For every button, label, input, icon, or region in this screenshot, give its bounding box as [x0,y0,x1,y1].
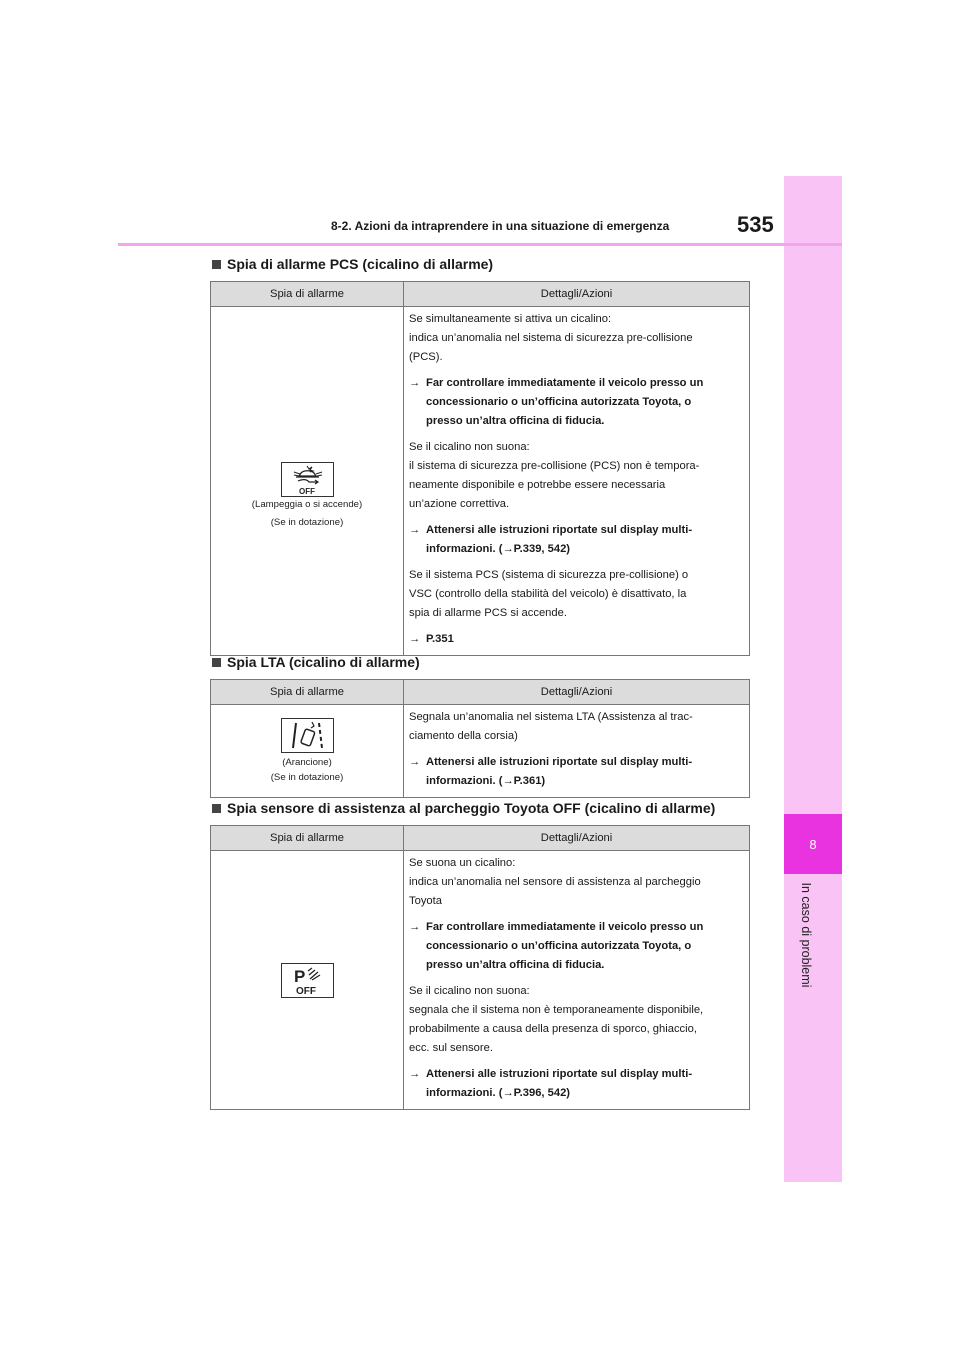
detail-line: Segnala un’anomalia nel sistema LTA (Assistenza al trac- [409,711,693,723]
lamp-caption: (Lampeggia o si accende) [251,499,363,510]
table-row [211,851,750,1110]
icon-off-text: OFF [295,985,316,997]
arrow-icon: → [409,1068,421,1080]
page-reference-link[interactable]: informazioni. (→P.361) [426,775,546,787]
arrow-icon: → [409,921,421,933]
parking-sensor-off-icon [281,963,334,998]
square-bullet-icon [212,658,221,667]
table-row [211,705,750,798]
lamp-caption: (Arancione) [282,756,332,768]
chapter-side-strip [784,176,842,1182]
section-heading-parking-sensor [212,800,715,816]
lta-icon [281,718,334,753]
action-line: presso un’altra officina di fiducia. [426,959,605,971]
action-line: Far controllare immediatamente il veicolo presso un [426,377,704,389]
action-line: presso un’altra officina di fiducia. [426,415,605,427]
detail-paragraph [409,438,743,514]
section-heading-lta [212,654,420,670]
detail-paragraph [409,708,743,746]
detail-line: Se simultaneamente si attiva un cicalino: [409,313,612,325]
page-reference-link[interactable]: informazioni. (→P.339, 542) [426,543,571,555]
action-instruction [409,918,743,975]
pcs-off-icon [281,462,334,497]
action-instruction [409,1065,743,1103]
page-reference-link[interactable]: P.351 [426,633,454,645]
icon-off-text: OFF [298,487,315,496]
chapter-title-label: In caso di problemi [799,882,813,988]
action-instruction [409,753,743,791]
arrow-icon: → [409,756,421,768]
detail-line: VSC (controllo della stabilità del veicolo) è disattivato, la [409,588,687,600]
detail-paragraph [409,566,743,623]
action-instruction [409,630,743,649]
action-line: Attenersi alle istruzioni riportate sul display multi- [426,524,693,536]
column-header-details: Dettagli/Azioni [404,826,750,851]
section-heading-text: Spia LTA (cicalino di allarme) [227,654,420,670]
table-header-row [211,826,750,851]
column-header-details: Dettagli/Azioni [404,282,750,307]
action-line: Attenersi alle istruzioni riportate sul display multi- [426,1068,693,1080]
arrow-icon: → [409,524,421,536]
action-line: concessionario o un’officina autorizzata Toyota, o [426,940,692,952]
arrow-icon: → [409,633,421,645]
detail-line: ciamento della corsia) [409,730,518,742]
section-heading-text: Spia sensore di assistenza al parcheggio Toyota OFF (cicalino di allarme) [227,800,716,816]
lamp-cell [211,705,404,798]
detail-line: Se suona un cicalino: [409,857,516,869]
square-bullet-icon [212,804,221,813]
detail-line: indica un’anomalia nel sistema di sicurezza pre-collisione [409,332,693,344]
warning-table-lta [210,679,750,798]
detail-line: ecc. sul sensore. [409,1042,493,1054]
page-reference-link[interactable]: informazioni. (→P.396, 542) [426,1087,571,1099]
header-rule [118,243,842,246]
detail-line: Se il cicalino non suona: [409,441,530,453]
action-line: Attenersi alle istruzioni riportate sul display multi- [426,756,693,768]
table-header-row [211,680,750,705]
detail-line: Se il cicalino non suona: [409,985,530,997]
detail-line: indica un’anomalia nel sensore di assistenza al parcheggio [409,876,701,888]
action-instruction [409,374,743,431]
chapter-number-tab[interactable]: 8 [784,814,842,874]
lamp-caption: (Se in dotazione) [270,517,344,528]
warning-table-pcs [210,281,750,656]
detail-line: il sistema di sicurezza pre-collisione (PCS) non è tempora- [409,460,700,472]
lamp-cell [211,851,404,1110]
details-cell [404,851,750,1110]
section-heading-pcs [212,256,493,272]
column-header-lamp: Spia di allarme [211,826,404,851]
action-line: concessionario o un’officina autorizzata Toyota, o [426,396,692,408]
warning-table-parking-sensor [210,825,750,1110]
detail-line: Se il sistema PCS (sistema di sicurezza pre-collisione) o [409,569,689,581]
column-header-details: Dettagli/Azioni [404,680,750,705]
column-header-lamp: Spia di allarme [211,680,404,705]
running-header-title: 8-2. Azioni da intraprendere in una situazione di emergenza [331,219,670,233]
detail-line: segnala che il sistema non è temporaneamente disponibile, [409,1004,704,1016]
detail-line: (PCS). [409,351,443,363]
table-row [211,307,750,656]
action-instruction [409,521,743,559]
detail-line: un’azione correttiva. [409,498,510,510]
lamp-cell [211,307,404,656]
section-heading-text: Spia di allarme PCS (cicalino di allarme) [227,256,494,272]
lamp-caption: (Se in dotazione) [270,771,344,783]
detail-paragraph [409,982,743,1058]
detail-line: neamente disponibile e potrebbe essere necessaria [409,479,666,491]
arrow-icon: → [409,377,421,389]
svg-text:P: P [293,966,305,986]
detail-line: Toyota [409,895,442,907]
column-header-lamp: Spia di allarme [211,282,404,307]
details-cell [404,705,750,798]
table-header-row [211,282,750,307]
action-line: Far controllare immediatamente il veicolo presso un [426,921,704,933]
detail-line: probabilmente a causa della presenza di sporco, ghiaccio, [409,1023,697,1035]
detail-paragraph [409,854,743,911]
details-cell [404,307,750,656]
detail-line: spia di allarme PCS si accende. [409,607,567,619]
square-bullet-icon [212,260,221,269]
detail-paragraph [409,310,743,367]
page-number: 535 [737,212,774,237]
